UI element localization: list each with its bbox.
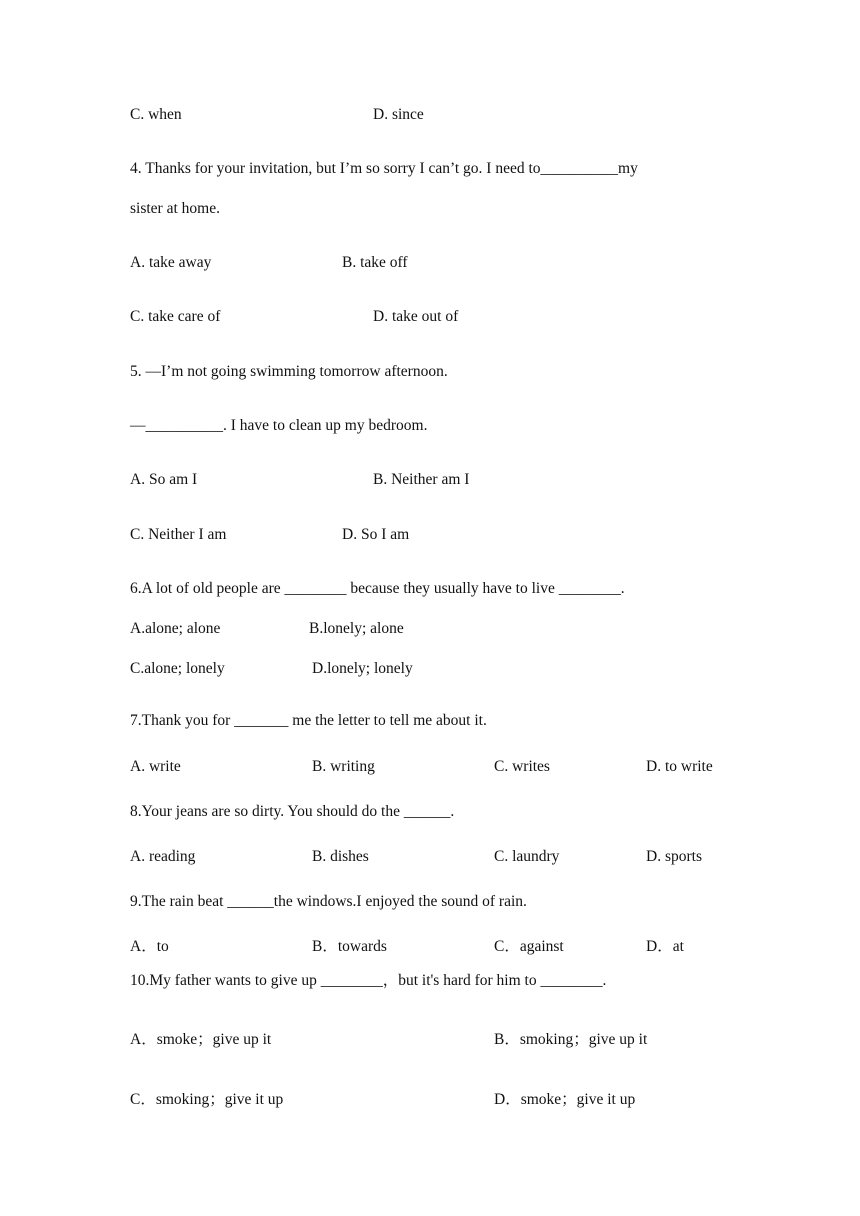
- q3-option-d: D. since: [373, 106, 424, 123]
- q9-stem: 9.The rain beat ______the windows.I enjoyed the sound of rain.: [130, 893, 527, 910]
- q4-stem-line2: sister at home.: [130, 200, 220, 217]
- q4-option-a: A. take away: [130, 254, 212, 271]
- q6-option-c: C.alone; lonely: [130, 660, 225, 677]
- q10-option-a: A．smoke；give up it: [130, 1031, 272, 1048]
- q10-stem: 10.My father wants to give up ________，but it's hard for him to ________.: [130, 972, 607, 989]
- q6-stem: 6.A lot of old people are ________ because they usually have to live ________.: [130, 580, 625, 597]
- q8-option-d: D. sports: [646, 848, 702, 865]
- q7-option-a: A. write: [130, 758, 181, 775]
- q9-option-c: C．against: [494, 938, 564, 955]
- q5-stem-line2: —__________. I have to clean up my bedroom.: [130, 417, 428, 434]
- q7-option-d: D. to write: [646, 758, 713, 775]
- q9-option-a: A．to: [130, 938, 169, 955]
- q3-option-c: C. when: [130, 106, 182, 123]
- q8-stem: 8.Your jeans are so dirty. You should do the ______.: [130, 803, 455, 820]
- q10-option-c: C．smoking；give it up: [130, 1091, 284, 1108]
- q4-stem-line1: 4. Thanks for your invitation, but I’m so sorry I can’t go. I need to__________my: [130, 160, 638, 177]
- q4-option-d: D. take out of: [373, 308, 459, 325]
- q8-option-c: C. laundry: [494, 848, 560, 865]
- q6-option-a: A.alone; alone: [130, 620, 221, 637]
- q9-option-d: D．at: [646, 938, 684, 955]
- q10-option-b: B．smoking；give up it: [494, 1031, 648, 1048]
- q5-option-b: B. Neither am I: [373, 471, 470, 488]
- q7-stem: 7.Thank you for _______ me the letter to tell me about it.: [130, 712, 487, 729]
- q6-option-b: B.lonely; alone: [309, 620, 404, 637]
- q4-option-b: B. take off: [342, 254, 408, 271]
- q4-option-c: C. take care of: [130, 308, 221, 325]
- q5-option-a: A. So am I: [130, 471, 198, 488]
- q5-stem-line1: 5. —I’m not going swimming tomorrow afternoon.: [130, 363, 448, 380]
- q10-option-d: D．smoke；give it up: [494, 1091, 636, 1108]
- q6-option-d: D.lonely; lonely: [312, 660, 413, 677]
- q8-option-b: B. dishes: [312, 848, 369, 865]
- q5-option-c: C. Neither I am: [130, 526, 227, 543]
- q7-option-c: C. writes: [494, 758, 550, 775]
- q8-option-a: A. reading: [130, 848, 196, 865]
- q7-option-b: B. writing: [312, 758, 375, 775]
- q9-option-b: B．towards: [312, 938, 387, 955]
- q5-option-d: D. So I am: [342, 526, 410, 543]
